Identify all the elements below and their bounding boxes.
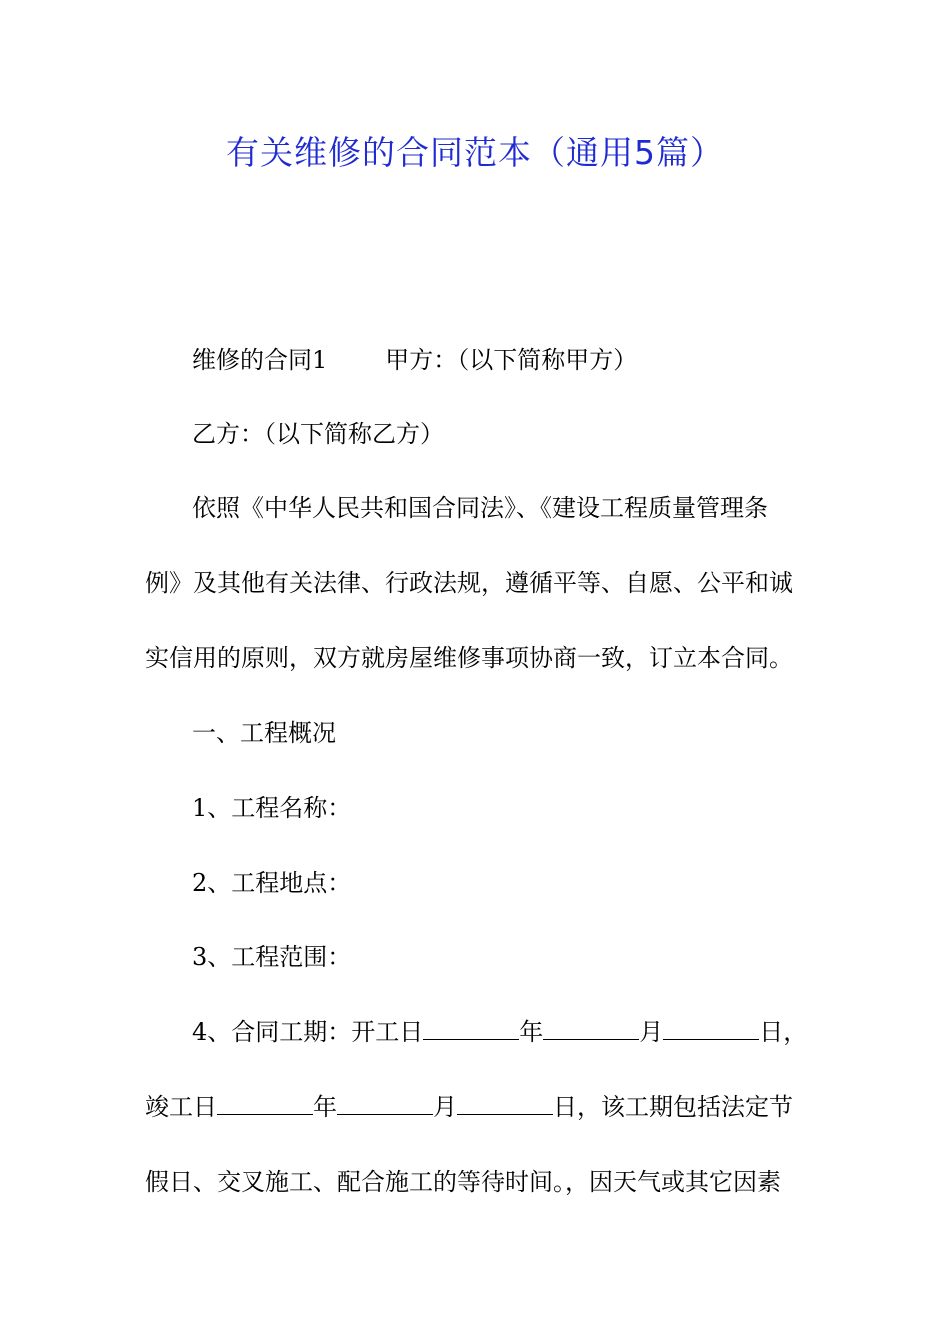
month-label: 月 [433,1093,457,1121]
project-scope-field: 3、工程范围： [192,943,352,971]
period-note-continued: 假日、交叉施工、配合施工的等待时间。，因天气或其它因素 [145,1168,781,1196]
month-label: 月 [639,1018,664,1046]
preamble-line-1: 依照《中华人民共和国合同法》、《建设工程质量管理条 [192,494,768,522]
period-note: 日，该工期包括法定节 [553,1093,793,1121]
document-title: 有关维修的合同范本（通用5篇） [226,133,724,172]
preamble-line-3: 实信用的原则，双方就房屋维修事项协商一致，订立本合同。 [145,644,793,672]
party-a-label: 甲方：（以下简称甲方） [385,346,638,374]
contract-heading-line [192,343,637,377]
preamble-line-2: 例》及其他有关法律、行政法规，遵循平等、自愿、公平和诚 [145,569,793,597]
project-name-field: 1、工程名称： [192,794,352,822]
project-location-field: 2、工程地点： [192,869,352,897]
year-label: 年 [519,1018,544,1046]
month-blank [337,1092,433,1115]
section-heading: 一、工程概况 [192,719,336,747]
contract-period-line [192,1015,807,1049]
day-label: 日， [759,1018,808,1046]
completion-date-line [145,1090,793,1124]
year-blank [423,1017,519,1040]
party-b-label: 乙方：（以下简称乙方） [192,420,444,448]
contract-number-label: 维修的合同1 [192,346,328,374]
completion-date-label: 竣工日 [145,1093,217,1121]
month-blank [543,1017,639,1040]
year-label: 年 [313,1093,337,1121]
year-blank [217,1092,313,1115]
day-blank [457,1092,553,1115]
day-blank [663,1017,759,1040]
start-date-label: 4、合同工期：开工日 [192,1018,424,1046]
